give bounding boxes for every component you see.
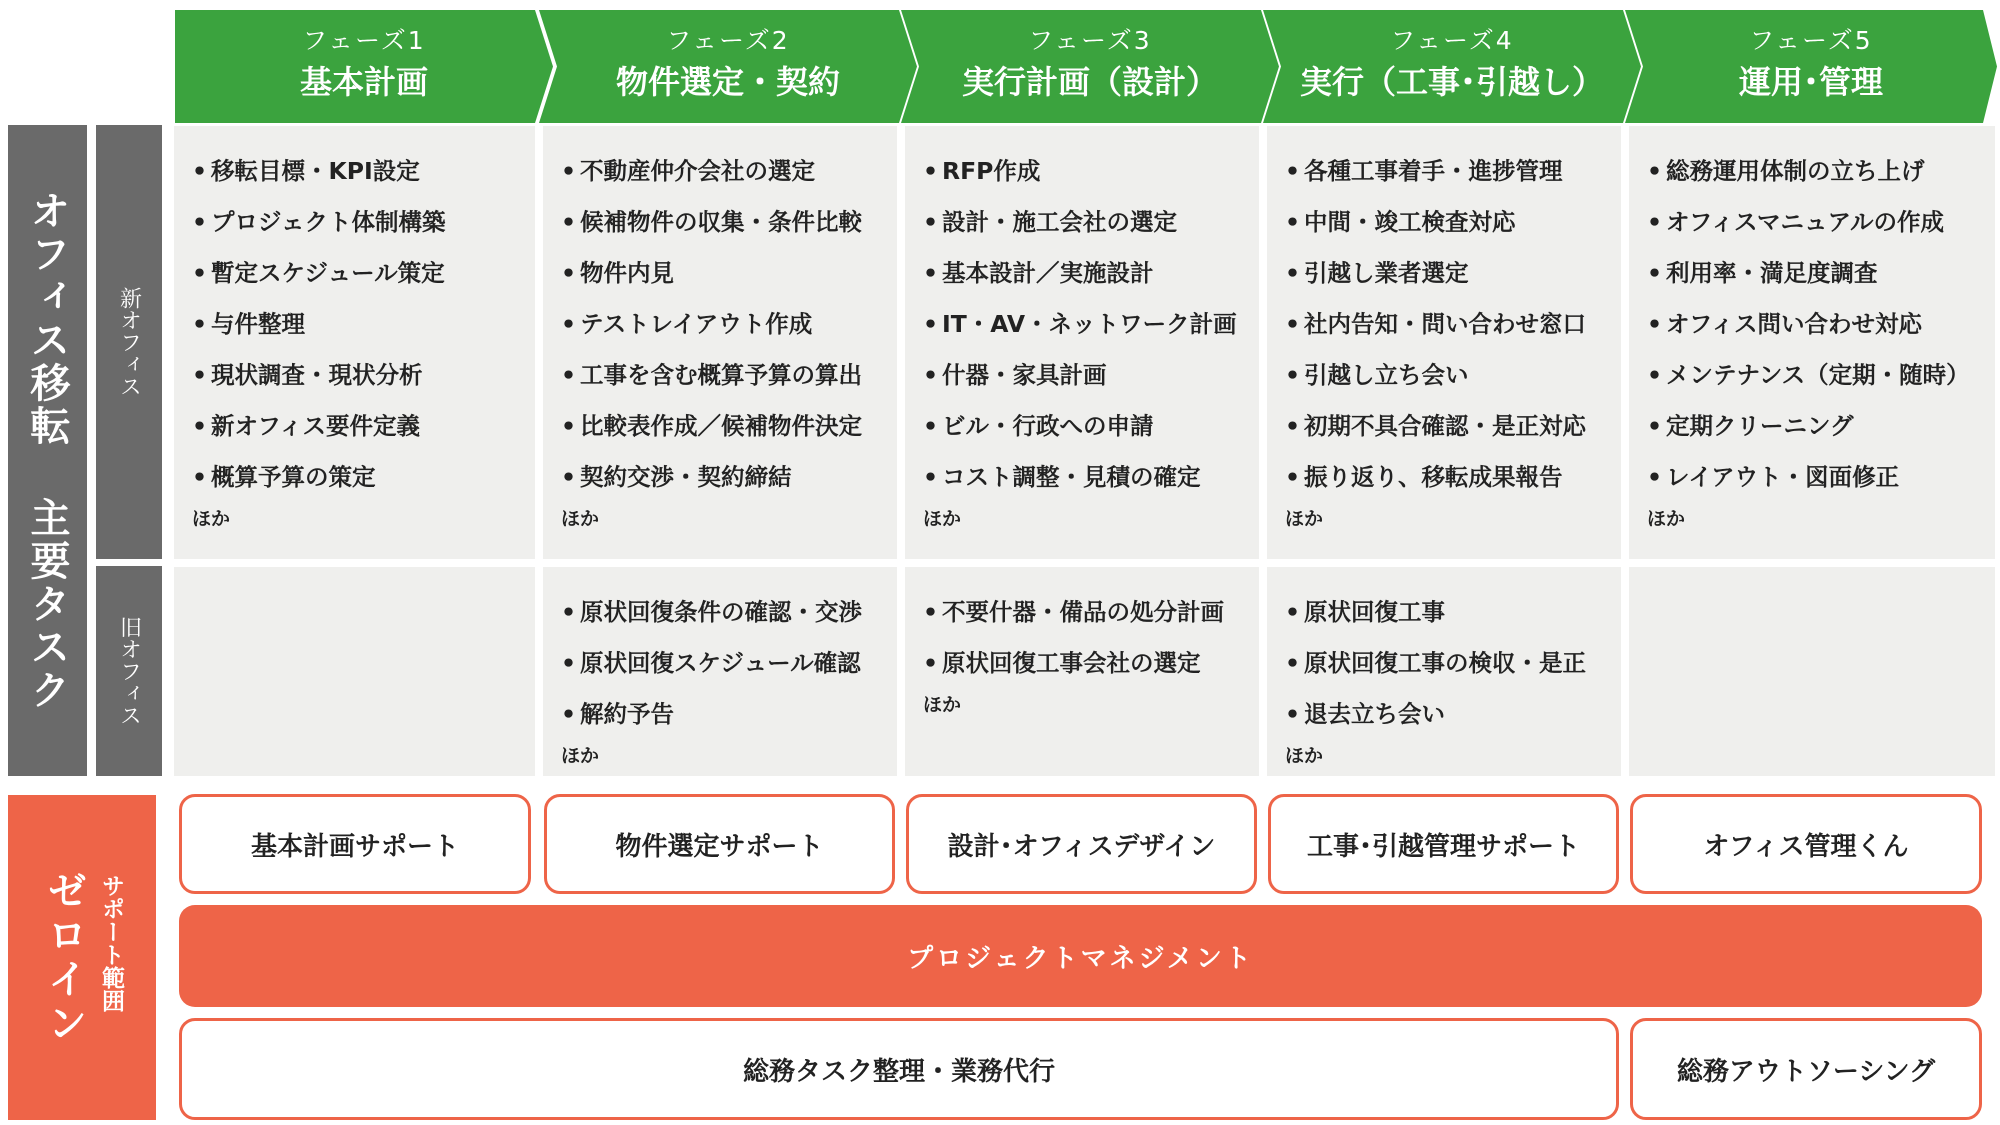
phase-1-arrow [175, 10, 553, 123]
list-item: • 退去立ち会い [1285, 689, 1621, 740]
new-office-phase-5 [1629, 126, 1995, 559]
list-item: • 原状回復工事の検収・是正 [1285, 638, 1621, 689]
phase-number: フェーズ2 [666, 26, 790, 55]
new-office-phase-4 [1267, 126, 1621, 559]
list-item: • 初期不具合確認・是正対応 [1285, 401, 1621, 452]
phase-number: フェーズ4 [1390, 26, 1514, 55]
list-item: • 総務運用体制の立ち上げ [1647, 146, 1995, 197]
old-office-label: 旧オフィス [96, 566, 162, 776]
phase-2-arrow [539, 10, 917, 123]
etc-note: ほか [1647, 508, 1686, 530]
phase-name: 基本計画 [299, 63, 428, 101]
list-item: • 引越し業者選定 [1285, 248, 1621, 299]
list-item: • 什器・家具計画 [923, 350, 1259, 401]
etc-note: ほか [561, 745, 600, 767]
list-item: • 引越し立ち会い [1285, 350, 1621, 401]
phase-4-arrow [1263, 10, 1641, 123]
phase-name: 実行（工事･引越し） [1299, 63, 1604, 101]
list-item: • RFP作成 [923, 146, 1259, 197]
list-item: • 原状回復スケジュール確認 [561, 638, 897, 689]
phase-5-arrow [1625, 10, 1997, 123]
list-item: • 与件整理 [192, 299, 535, 350]
list-item: • 暫定スケジュール策定 [192, 248, 535, 299]
list-item: • 不要什器・備品の処分計画 [923, 587, 1259, 638]
old-office-phase-3 [905, 567, 1259, 776]
old-office-phase-4 [1267, 567, 1621, 776]
phase-number: フェーズ3 [1028, 26, 1152, 55]
list-item: • 利用率・満足度調査 [1647, 248, 1995, 299]
main-tasks-label: オフィス移転 主要タスク [8, 125, 87, 776]
list-item: • 現状調査・現状分析 [192, 350, 535, 401]
etc-note: ほか [923, 508, 962, 530]
new-office-phase-1 [174, 126, 535, 559]
list-item: • 設計・施工会社の選定 [923, 197, 1259, 248]
etc-note: ほか [923, 694, 962, 716]
list-item: • 振り返り、移転成果報告 [1285, 452, 1621, 503]
phase-name: 実行計画（設計） [961, 63, 1218, 101]
general-affairs-support: 総務タスク整理・業務代行 [179, 1018, 1619, 1120]
phase-number: フェーズ5 [1749, 26, 1873, 55]
old-office-phase-5 [1629, 567, 1995, 776]
list-item: • 工事を含む概算予算の算出 [561, 350, 897, 401]
list-item: • 中間・竣工検査対応 [1285, 197, 1621, 248]
old-office-phase-1 [174, 567, 535, 776]
support-basic-plan: 基本計画サポート [179, 794, 531, 894]
list-item: • 移転目標・KPI設定 [192, 146, 535, 197]
list-item: • 物件内見 [561, 248, 897, 299]
list-item: • 原状回復工事会社の選定 [923, 638, 1259, 689]
support-office-management: オフィス管理くん [1630, 794, 1982, 894]
zeroin-name: ゼロイン [41, 869, 87, 1046]
list-item: • ビル・行政への申請 [923, 401, 1259, 452]
new-office-phase-3 [905, 126, 1259, 559]
support-scope-label: サポート範囲 [98, 873, 124, 1012]
support-design: 設計･オフィスデザイン [906, 794, 1257, 894]
list-item: • 候補物件の収集・条件比較 [561, 197, 897, 248]
list-item: • プロジェクト体制構築 [192, 197, 535, 248]
etc-note: ほか [1285, 745, 1324, 767]
phase-name: 物件選定・契約 [615, 63, 840, 101]
list-item: • 新オフィス要件定義 [192, 401, 535, 452]
phase-name: 運用･管理 [1738, 63, 1883, 101]
etc-note: ほか [1285, 508, 1324, 530]
list-item: • 原状回復工事 [1285, 587, 1621, 638]
support-construction-moving: 工事･引越管理サポート [1268, 794, 1619, 894]
list-item: • 契約交渉・契約締結 [561, 452, 897, 503]
list-item: • IT・AV・ネットワーク計画 [923, 299, 1259, 350]
list-item: • メンテナンス（定期・随時） [1647, 350, 1995, 401]
zeroin-label [8, 795, 156, 1120]
general-affairs-outsourcing: 総務アウトソーシング [1630, 1018, 1982, 1120]
old-office-phase-2 [543, 567, 897, 776]
list-item: • 基本設計／実施設計 [923, 248, 1259, 299]
list-item: • オフィス問い合わせ対応 [1647, 299, 1995, 350]
etc-note: ほか [561, 508, 600, 530]
new-office-phase-2 [543, 126, 897, 559]
list-item: • 社内告知・問い合わせ窓口 [1285, 299, 1621, 350]
list-item: • オフィスマニュアルの作成 [1647, 197, 1995, 248]
phase-header [0, 0, 2000, 124]
new-office-label: 新オフィス [96, 125, 162, 559]
list-item: • 各種工事着手・進捗管理 [1285, 146, 1621, 197]
list-item: • レイアウト・図面修正 [1647, 452, 1995, 503]
list-item: • 不動産仲介会社の選定 [561, 146, 897, 197]
support-property-selection: 物件選定サポート [544, 794, 895, 894]
list-item: • 概算予算の策定 [192, 452, 535, 503]
list-item: • 原状回復条件の確認・交渉 [561, 587, 897, 638]
list-item: • 定期クリーニング [1647, 401, 1995, 452]
project-management-bar: プロジェクトマネジメント [179, 905, 1982, 1007]
list-item: • 解約予告 [561, 689, 897, 740]
phase-number: フェーズ1 [302, 26, 426, 55]
etc-note: ほか [192, 508, 231, 530]
phase-3-arrow [901, 10, 1279, 123]
list-item: • コスト調整・見積の確定 [923, 452, 1259, 503]
list-item: • 比較表作成／候補物件決定 [561, 401, 897, 452]
list-item: • テストレイアウト作成 [561, 299, 897, 350]
